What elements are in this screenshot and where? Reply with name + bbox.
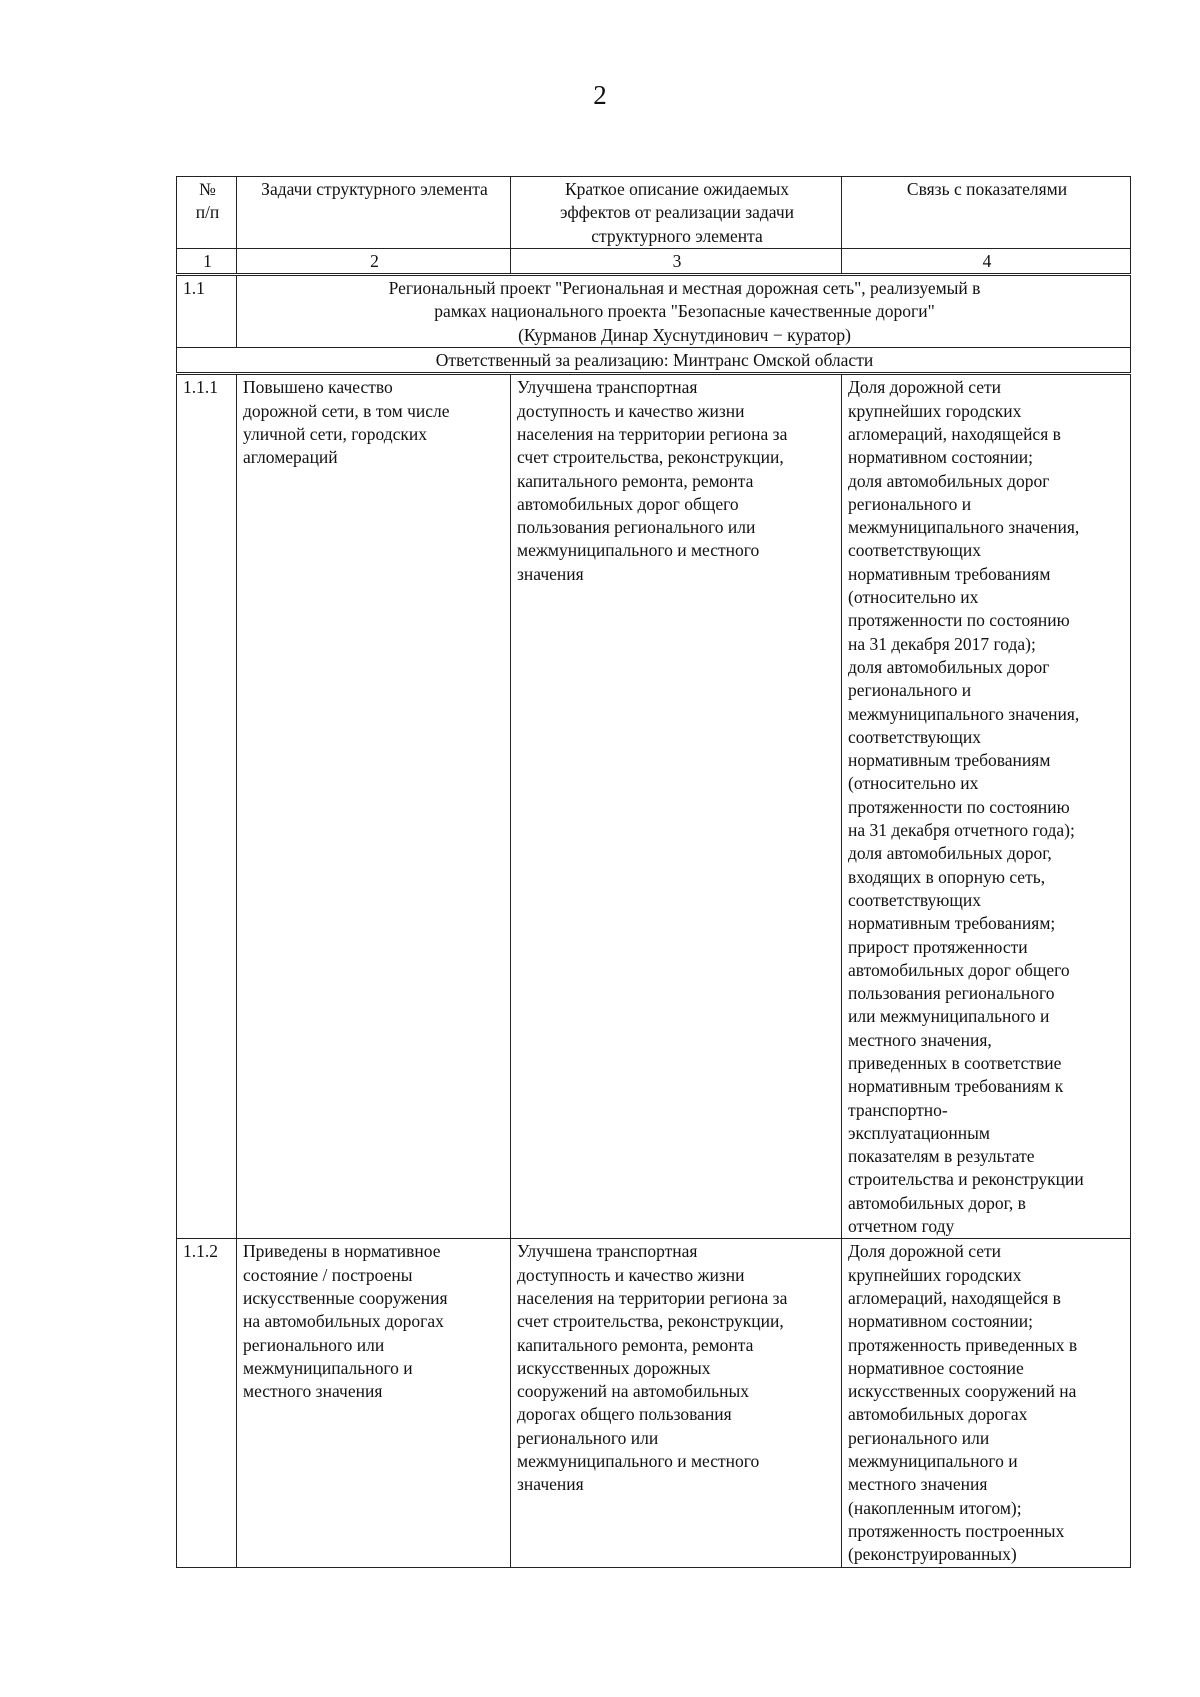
indicator-line: отчетном году <box>848 1216 955 1237</box>
indicator-line: местного значения, <box>848 1029 992 1050</box>
effects-line: автомобильных дорог общего <box>517 493 739 514</box>
task-line: Приведены в нормативное <box>243 1241 441 1262</box>
effects-line: дорогах общего пользования <box>517 1404 732 1425</box>
task-line: Повышено качество <box>243 377 393 398</box>
indicator-line: местного значения <box>848 1474 988 1495</box>
indicator-line: искусственных сооружений на <box>848 1381 1077 1402</box>
task-line: состояние / построены <box>243 1264 413 1285</box>
column-numbers-row <box>177 248 1131 274</box>
effects-line: населения на территории региона за <box>517 1287 788 1308</box>
indicator-line: протяженности по состоянию <box>848 610 1070 631</box>
task-line: агломераций <box>243 447 338 468</box>
indicator-line: соответствующих <box>848 726 981 747</box>
task-line: межмуниципального и <box>243 1357 413 1378</box>
effects-line: населения на территории региона за <box>517 423 788 444</box>
task-line: местного значения <box>243 1381 383 1402</box>
header-link <box>842 177 1131 249</box>
indicator-line: агломераций, находящейся в <box>848 423 1061 444</box>
col-number: 3 <box>511 248 842 274</box>
row-task <box>237 1239 511 1567</box>
row-num: 1.1.2 <box>177 1239 237 1567</box>
indicator-line: протяженность приведенных в <box>848 1334 1078 1355</box>
effects-line: пользования регионального или <box>517 517 756 538</box>
row-indicators <box>842 1239 1131 1567</box>
indicator-line: доля автомобильных дорог, <box>848 843 1052 864</box>
indicator-line: регионального и <box>848 680 972 701</box>
indicator-line: прирост протяженности <box>848 936 1028 957</box>
indicator-line: Доля дорожной сети <box>848 377 1002 398</box>
indicator-line: пользования регионального <box>848 983 1055 1004</box>
indicator-line: регионального и <box>848 493 972 514</box>
indicator-line: на 31 декабря 2017 года); <box>848 633 1036 654</box>
header-num-line: п/п <box>195 202 220 223</box>
indicators-table <box>176 176 1131 1568</box>
indicator-line: эксплуатационным <box>848 1122 990 1143</box>
header-effects <box>511 177 842 249</box>
indicator-line: нормативным требованиям <box>848 563 1051 584</box>
effects-line: капитального ремонта, ремонта <box>517 470 754 491</box>
task-line: уличной сети, городских <box>243 423 428 444</box>
row-effects <box>511 1239 842 1567</box>
responsible-text: Ответственный за реализацию: Минтранс Омской области <box>177 348 1131 374</box>
indicator-line: нормативным требованиям <box>848 750 1051 771</box>
indicator-line: протяженности по состоянию <box>848 796 1070 817</box>
effects-line: капитального ремонта, ремонта <box>517 1334 754 1355</box>
col-number: 4 <box>842 248 1131 274</box>
row-task <box>237 374 511 1239</box>
col-number: 2 <box>237 248 511 274</box>
effects-line: доступность и качество жизни <box>517 400 745 421</box>
row-effects <box>511 374 842 1239</box>
indicator-line: или межмуниципального и <box>848 1006 1050 1027</box>
indicator-line: межмуниципального значения, <box>848 517 1080 538</box>
header-link-label: Связь с показателями <box>906 179 1068 199</box>
indicator-line: межмуниципального и <box>848 1451 1018 1472</box>
indicator-line: нормативном состоянии; <box>848 447 1033 468</box>
effects-line: искусственных дорожных <box>517 1357 711 1378</box>
effects-line: счет строительства, реконструкции, <box>517 447 784 468</box>
header-task-label: Задачи структурного элемента <box>261 179 488 199</box>
effects-line: доступность и качество жизни <box>517 1264 745 1285</box>
indicator-line: нормативным требованиям; <box>848 913 1056 934</box>
indicator-line: нормативном состоянии; <box>848 1311 1033 1332</box>
project-num: 1.1 <box>177 275 237 348</box>
page-number: 2 <box>593 80 607 110</box>
task-line: регионального или <box>243 1334 385 1355</box>
header-num <box>177 177 237 249</box>
indicator-line: автомобильных дорогах <box>848 1404 1028 1425</box>
indicator-line: соответствующих <box>848 540 981 561</box>
indicator-line: показателям в результате <box>848 1146 1035 1167</box>
indicator-line: (относительно их <box>848 587 979 608</box>
indicator-line: входящих в опорную сеть, <box>848 866 1046 887</box>
header-effects-line: эффектов от реализации задачи <box>559 202 795 223</box>
header-task <box>237 177 511 249</box>
project-title-line: Региональный проект "Региональная и местная дорожная сеть", реализуемый в <box>388 278 981 299</box>
project-title-line: (Курманов Динар Хуснутдинович − куратор) <box>518 324 851 345</box>
effects-line: значения <box>517 1474 584 1495</box>
indicator-line: автомобильных дорог общего <box>848 959 1070 980</box>
responsible-row <box>177 348 1131 374</box>
indicator-line: автомобильных дорог, в <box>848 1192 1026 1213</box>
indicator-line: (относительно их <box>848 773 979 794</box>
effects-line: значения <box>517 563 584 584</box>
indicator-line: приведенных в соответствие <box>848 1052 1062 1073</box>
effects-line: сооружений на автомобильных <box>517 1381 750 1402</box>
indicator-line: строительства и реконструкции <box>848 1169 1084 1190</box>
indicator-line: нормативное состояние <box>848 1357 1024 1378</box>
indicator-line: крупнейших городских <box>848 400 1022 421</box>
table-header-row <box>177 177 1131 249</box>
row-num: 1.1.1 <box>177 374 237 1239</box>
indicator-line: доля автомобильных дорог <box>848 656 1050 677</box>
indicator-line: агломераций, находящейся в <box>848 1287 1061 1308</box>
indicator-line: соответствующих <box>848 889 981 910</box>
header-num-line: № <box>199 179 216 199</box>
indicator-line: Доля дорожной сети <box>848 1241 1002 1262</box>
project-title <box>237 275 1131 348</box>
project-row <box>177 275 1131 348</box>
header-effects-line: структурного элемента <box>591 225 763 246</box>
col-number: 1 <box>177 248 237 274</box>
indicator-line: межмуниципального значения, <box>848 703 1080 724</box>
indicator-line: транспортно- <box>848 1099 948 1120</box>
indicator-line: крупнейших городских <box>848 1264 1022 1285</box>
task-line: дорожной сети, в том числе <box>243 400 450 421</box>
indicator-line: регионального или <box>848 1427 990 1448</box>
effects-line: межмуниципального и местного <box>517 1451 760 1472</box>
effects-line: Улучшена транспортная <box>517 377 698 398</box>
effects-line: счет строительства, реконструкции, <box>517 1311 784 1332</box>
indicator-line: (накопленным итогом); <box>848 1497 1022 1518</box>
task-line: на автомобильных дорогах <box>243 1311 444 1332</box>
indicator-line: доля автомобильных дорог <box>848 470 1050 491</box>
indicator-line: протяженность построенных <box>848 1520 1065 1541</box>
row-indicators <box>842 374 1131 1239</box>
table-row <box>177 1239 1131 1567</box>
indicator-line: на 31 декабря отчетного года); <box>848 820 1075 841</box>
task-line: искусственные сооружения <box>243 1287 448 1308</box>
table-row <box>177 374 1131 1239</box>
indicator-line: (реконструированных) <box>848 1544 1017 1565</box>
effects-line: межмуниципального и местного <box>517 540 760 561</box>
header-effects-line: Краткое описание ожидаемых <box>565 179 789 199</box>
effects-line: Улучшена транспортная <box>517 1241 698 1262</box>
effects-line: регионального или <box>517 1427 659 1448</box>
project-title-line: рамках национального проекта "Безопасные качественные дороги" <box>434 301 935 322</box>
indicator-line: нормативным требованиям к <box>848 1076 1064 1097</box>
